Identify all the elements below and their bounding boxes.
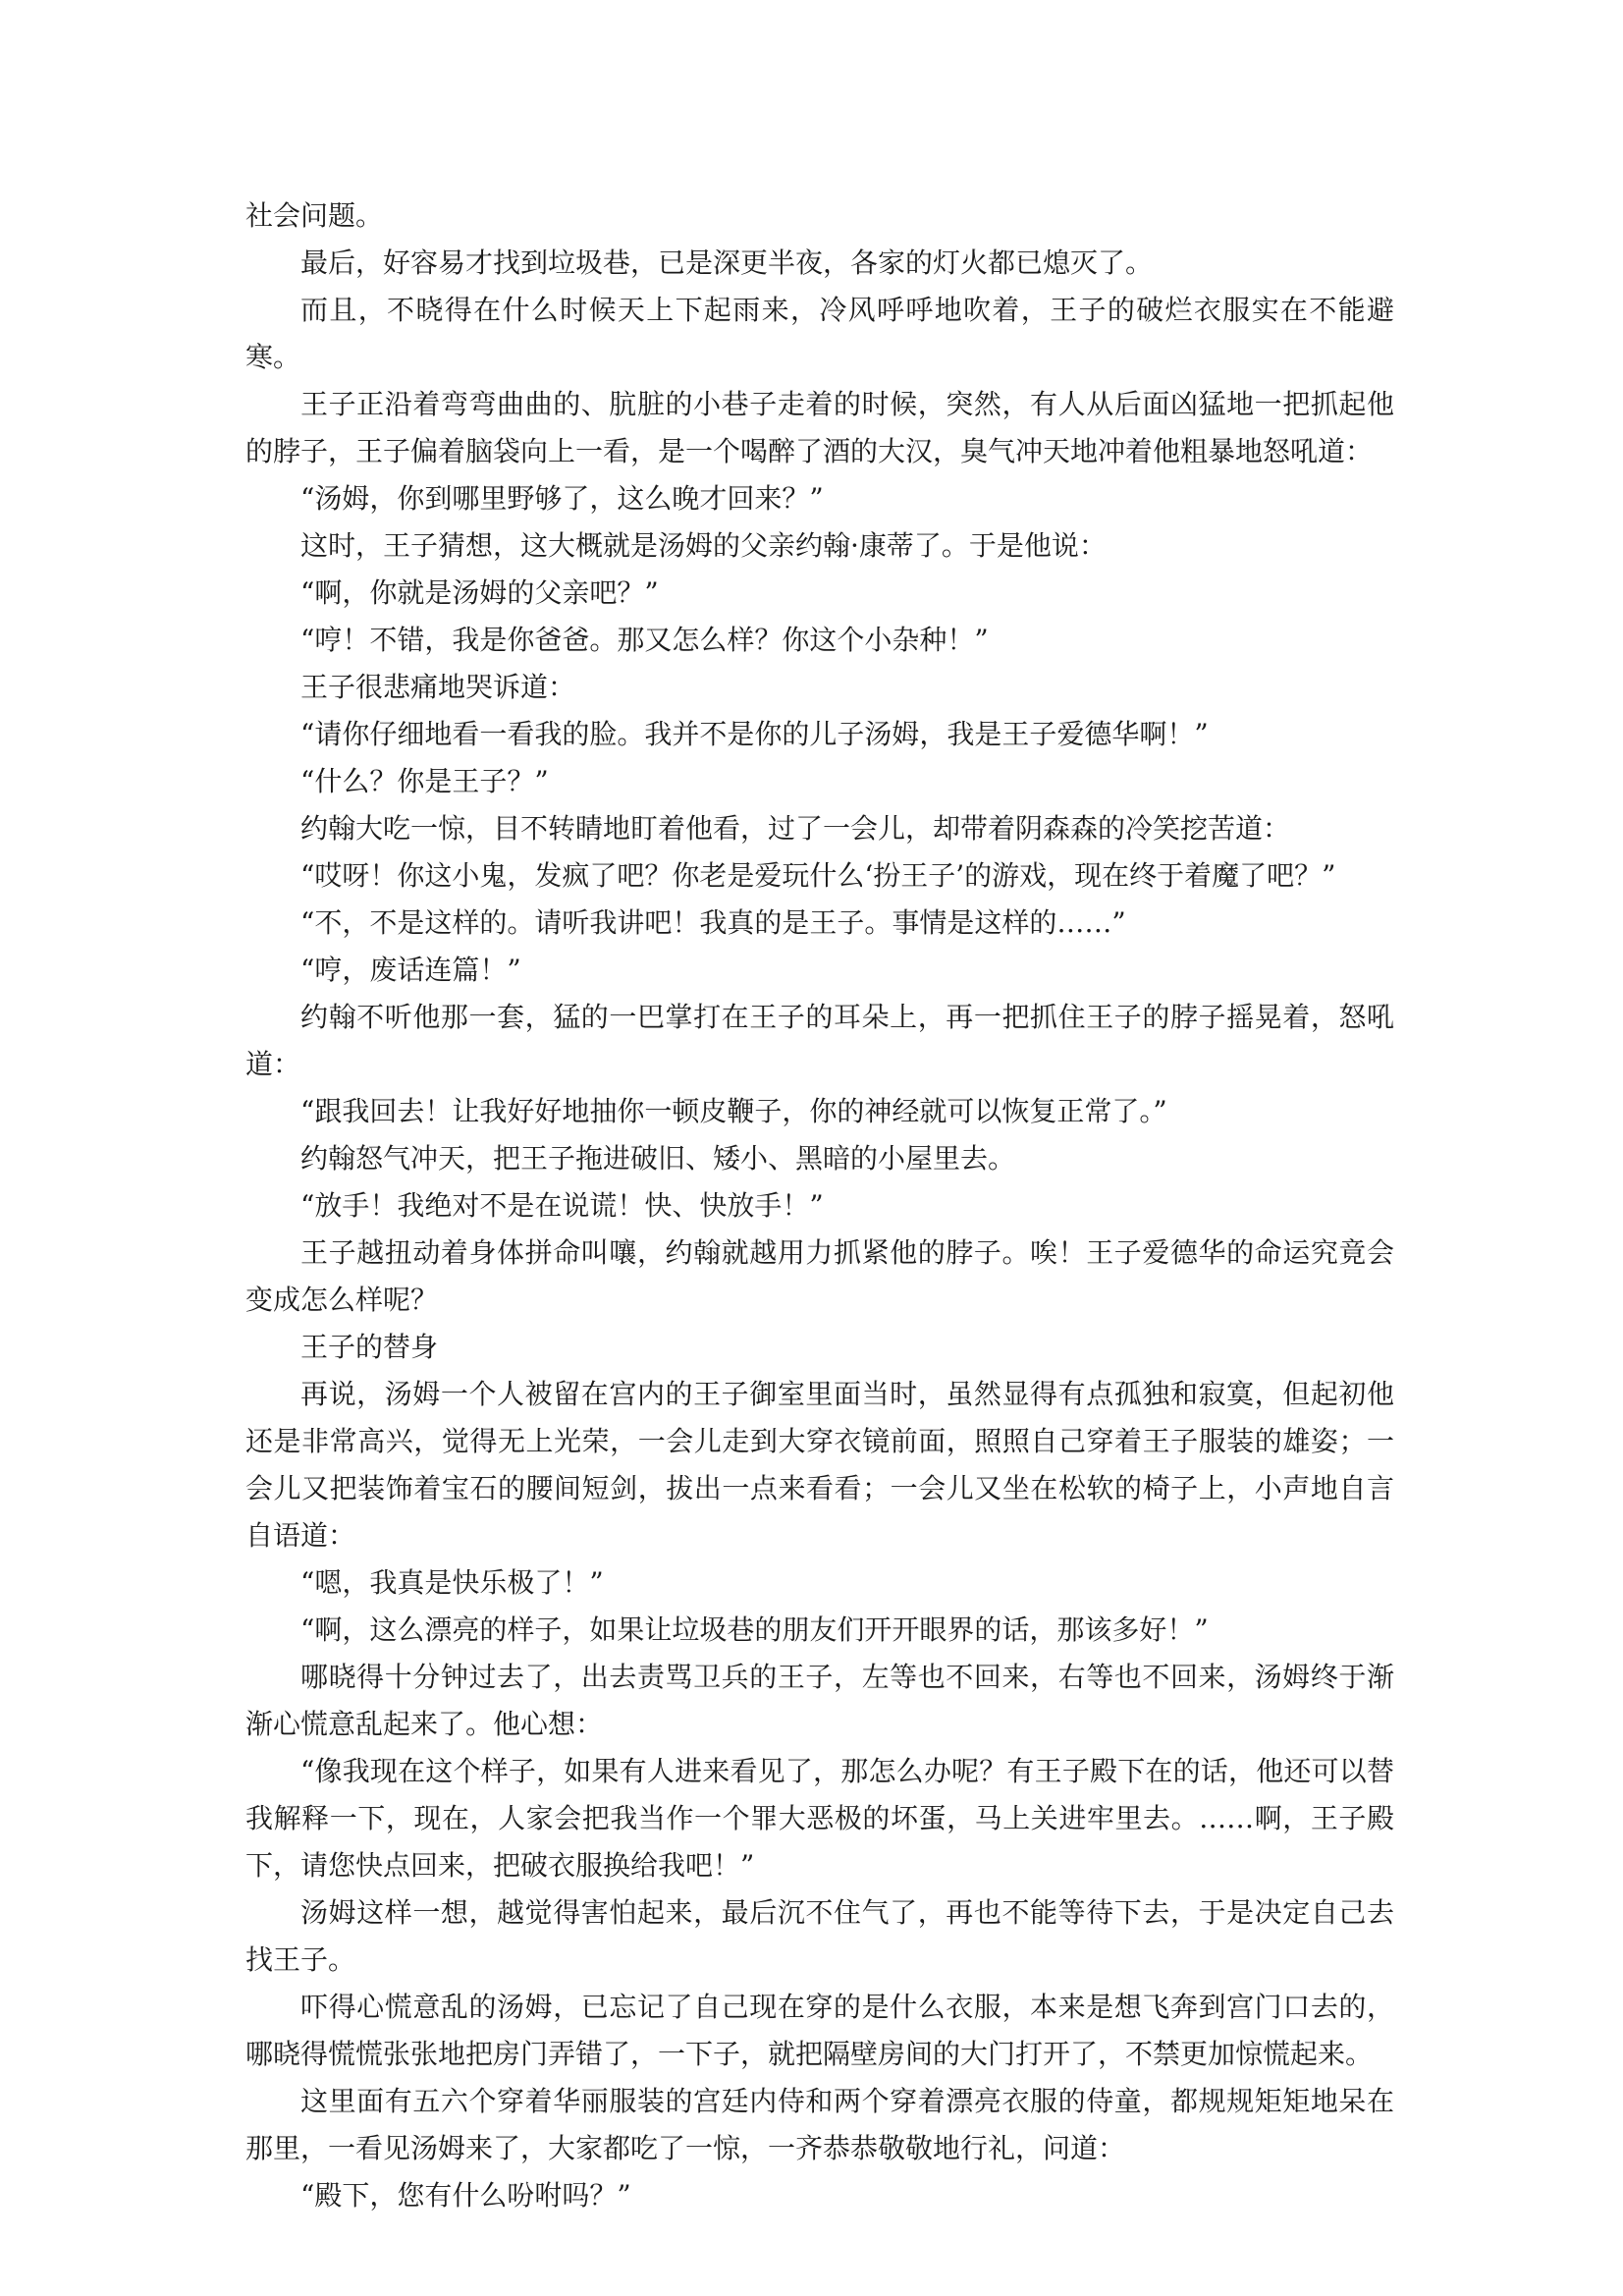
dialogue-line: “不，不是这样的。请听我讲吧！我真的是王子。事情是这样的……” [300, 906, 1126, 939]
paragraph: 王子很悲痛地哭诉道： [300, 671, 576, 703]
dialogue-line: “放手！我绝对不是在说谎！快、快放手！” [300, 1189, 824, 1222]
paragraph: 约翰不听他那一套，猛的一巴掌打在王子的耳朵上，再一把抓住王子的脖子摇晃着，怒吼道： [245, 1001, 1394, 1080]
dialogue-line: “像我现在这个样子，如果有人进来看见了，那怎么办呢？有王子殿下在的话，他还可以替我解释一下，现在，人家会把我当作一个罪大恶极的坏蛋，马上关进牢里去。……啊，王子殿下，请您快点回来，把破衣服换给我吧！” [245, 1755, 1394, 1882]
paragraph: 这时，王子猜想，这大概就是汤姆的父亲约翰·康蒂了。于是他说： [300, 529, 1107, 562]
paragraph: 这里面有五六个穿着华丽服装的宫廷内侍和两个穿着漂亮衣服的侍童，都规规矩矩地呆在那里，一看见汤姆来了，大家都吃了一惊，一齐恭恭敬敬地行礼，问道： [245, 2085, 1394, 2164]
paragraph: 而且，不晓得在什么时候天上下起雨来，冷风呼呼地吹着，王子的破烂衣服实在不能避寒。 [245, 294, 1394, 373]
dialogue-line: “请你仔细地看一看我的脸。我并不是你的儿子汤姆，我是王子爱德华啊！” [300, 718, 1209, 750]
dialogue-line: “哼！不错，我是你爸爸。那又怎么样？你这个小杂种！” [300, 624, 989, 656]
document-body [245, 192, 1394, 2219]
dialogue-line: “哼，废话连篇！” [300, 954, 521, 986]
dialogue-line: “嗯，我真是快乐极了！” [300, 1566, 604, 1599]
paragraph: 吓得心慌意乱的汤姆，已忘记了自己现在穿的是什么衣服，本来是想飞奔到宫门口去的，哪晓得慌慌张张地把房门弄错了，一下子，就把隔壁房间的大门打开了，不禁更加惊慌起来。 [245, 1991, 1394, 2070]
paragraph: 再说，汤姆一个人被留在宫内的王子御室里面当时，虽然显得有点孤独和寂寞，但起初他还是非常高兴，觉得无上光荣，一会儿走到大穿衣镜前面，照照自己穿着王子服装的雄姿；一会儿又把装饰着宝石的腰间短剑，拔出一点来看看；一会儿又坐在松软的椅子上，小声地自言自语道： [245, 1378, 1394, 1552]
paragraph: 约翰怒气冲天，把王子拖进破旧、矮小、黑暗的小屋里去。 [300, 1142, 1016, 1175]
dialogue-line: “哎呀！你这小鬼，发疯了吧？你老是爱玩什么‘扮王子’的游戏，现在终于着魔了吧？” [300, 859, 1336, 892]
paragraph: 王子正沿着弯弯曲曲的、肮脏的小巷子走着的时候，突然，有人从后面凶猛地一把抓起他的脖子，王子偏着脑袋向上一看，是一个喝醉了酒的大汉，臭气冲天地冲着他粗暴地怒吼道： [245, 388, 1394, 467]
dialogue-line: “汤姆，你到哪里野够了，这么晚才回来？” [300, 482, 824, 515]
dialogue-line: “跟我回去！让我好好地抽你一顿皮鞭子，你的神经就可以恢复正常了。” [300, 1095, 1167, 1127]
dialogue-line: “什么？你是王子？” [300, 765, 549, 797]
dialogue-line: “啊，这么漂亮的样子，如果让垃圾巷的朋友们开开眼界的话，那该多好！” [300, 1613, 1209, 1646]
paragraph: 约翰大吃一惊，目不转睛地盯着他看，过了一会儿，却带着阴森森的冷笑挖苦道： [300, 812, 1291, 845]
dialogue-line: “殿下，您有什么吩咐吗？” [300, 2179, 631, 2212]
paragraph: 社会问题。 [245, 199, 384, 232]
paragraph: 最后，好容易才找到垃圾巷，已是深更半夜，各家的灯火都已熄灭了。 [300, 246, 1154, 279]
paragraph: 汤姆这样一想，越觉得害怕起来，最后沉不住气了，再也不能等待下去，于是决定自己去找王子。 [245, 1896, 1394, 1976]
paragraph: 哪晓得十分钟过去了，出去责骂卫兵的王子，左等也不回来，右等也不回来，汤姆终于渐渐心慌意乱起来了。他心想： [245, 1661, 1394, 1740]
dialogue-line: “啊，你就是汤姆的父亲吧？” [300, 576, 659, 609]
paragraph: 王子越扭动着身体拼命叫嚷，约翰就越用力抓紧他的脖子。唉！王子爱德华的命运究竟会变成怎么样呢？ [245, 1236, 1394, 1316]
section-title: 王子的替身 [300, 1331, 439, 1363]
